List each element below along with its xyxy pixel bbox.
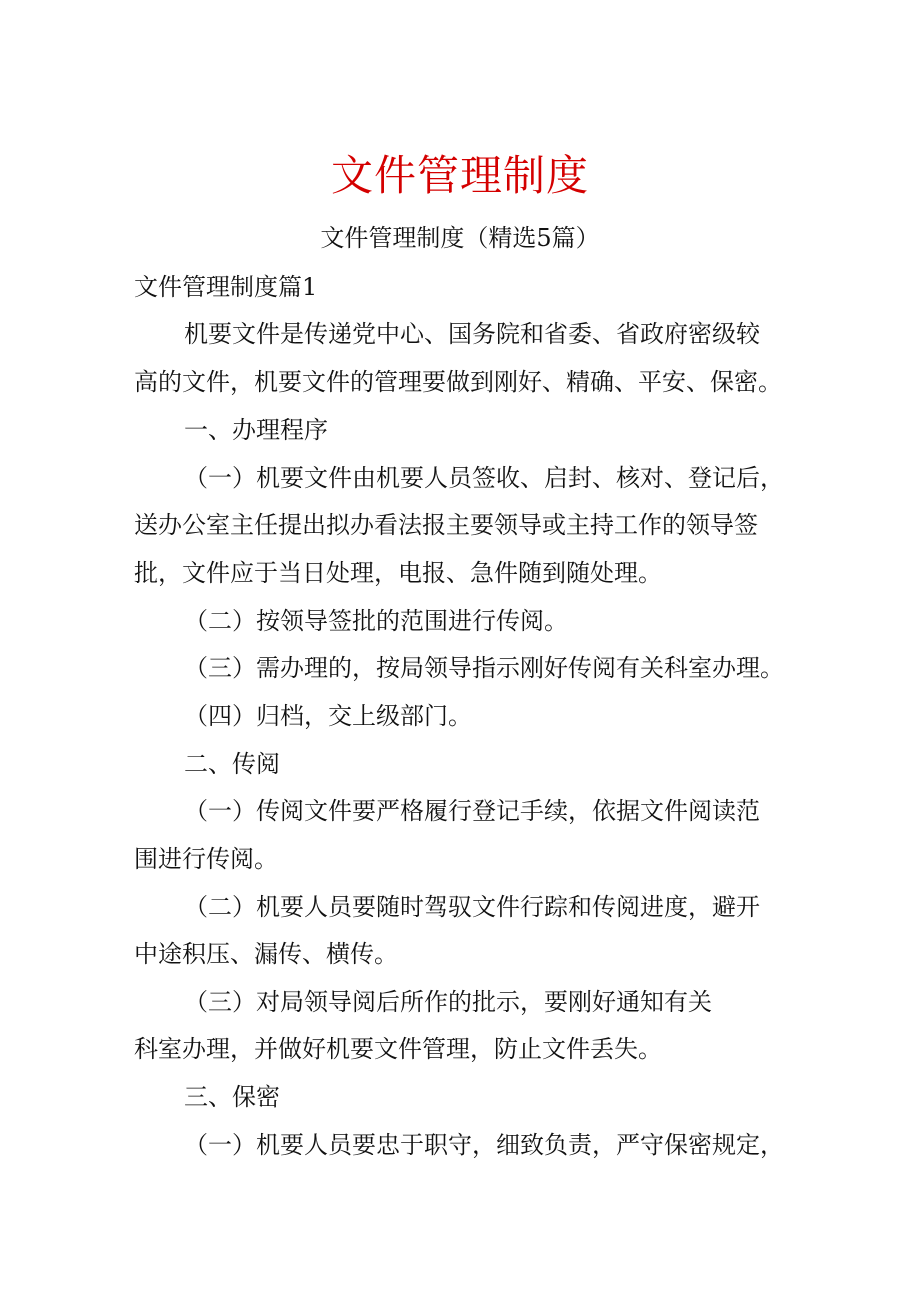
paragraph-line: （四）归档，交上级部门。 xyxy=(184,702,472,730)
paragraph-line: （一）机要文件由机要人员签收、启封、核对、登记后， xyxy=(184,464,784,492)
document-subtitle: 文件管理制度（精选5篇） xyxy=(320,224,600,252)
paragraph-line: 批，文件应于当日处理，电报、急件随到随处理。 xyxy=(134,559,662,587)
paragraph-line: （一）传阅文件要严格履行登记手续，依据文件阅读范 xyxy=(184,797,760,825)
paragraph-line: 围进行传阅。 xyxy=(134,845,278,873)
section-heading-1: 文件管理制度篇1 xyxy=(134,273,318,301)
paragraph-line: 送办公室主任提出拟办看法报主要领导或主持工作的领导签 xyxy=(134,511,758,539)
paragraph-line: 中途积压、漏传、横传。 xyxy=(134,940,398,968)
sub-heading: 三、保密 xyxy=(184,1083,280,1111)
paragraph-line: （三）需办理的，按局领导指示刚好传阅有关科室办理。 xyxy=(184,654,784,682)
paragraph-line: 机要文件是传递党中心、国务院和省委、省政府密级较 xyxy=(184,320,760,348)
paragraph-line: （一）机要人员要忠于职守，细致负责，严守保密规定， xyxy=(184,1131,784,1159)
document-title: 文件管理制度 xyxy=(330,151,589,200)
paragraph-line: （三）对局领导阅后所作的批示，要刚好通知有关 xyxy=(184,988,712,1016)
paragraph-line: 高的文件，机要文件的管理要做到刚好、精确、平安、保密。 xyxy=(134,368,782,396)
paragraph-line: 科室办理，并做好机要文件管理，防止文件丢失。 xyxy=(134,1035,662,1063)
paragraph-line: （二）按领导签批的范围进行传阅。 xyxy=(184,607,568,635)
paragraph-line: （二）机要人员要随时驾驭文件行踪和传阅进度，避开 xyxy=(184,893,760,921)
sub-heading: 一、办理程序 xyxy=(184,416,328,444)
sub-heading: 二、传阅 xyxy=(184,750,280,778)
